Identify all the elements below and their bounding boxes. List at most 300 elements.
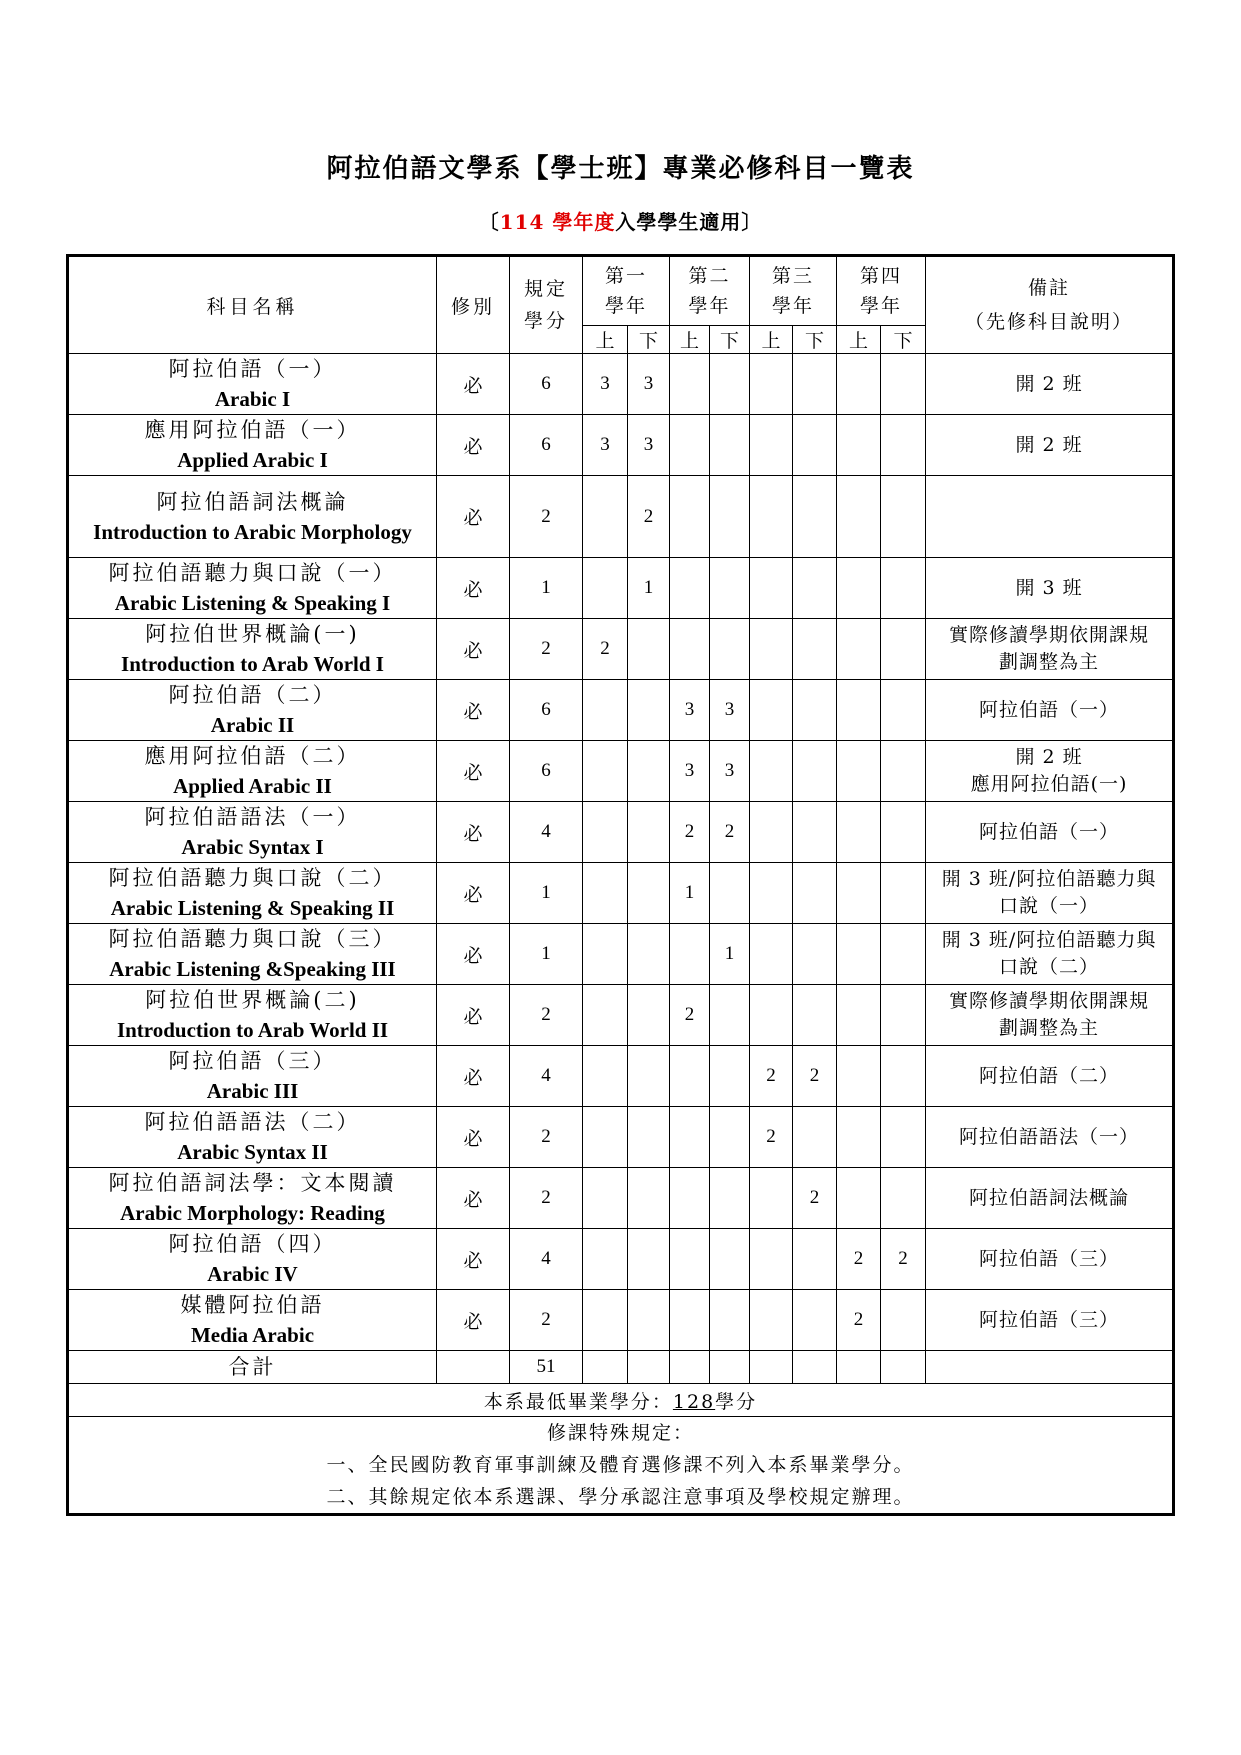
semester-credit-cell: 1 — [670, 863, 710, 924]
semester-credit-cell — [583, 1107, 628, 1168]
course-note-line: 阿拉伯語（一） — [979, 698, 1120, 721]
course-row — [68, 1168, 1174, 1229]
semester-credit-cell: 3 — [670, 741, 710, 802]
semester-credit-cell — [750, 863, 793, 924]
course-name-cell — [68, 1168, 437, 1229]
semester-credit-cell — [881, 985, 926, 1046]
course-name-zh: 阿拉伯語（二） — [168, 683, 337, 707]
semester-credit-cell — [837, 863, 881, 924]
semester-credit-cell — [750, 476, 793, 558]
semester-credit-cell — [628, 924, 670, 985]
course-name-en: Media Arabic — [190, 1323, 315, 1347]
header-row-years — [68, 256, 1174, 326]
semester-credit-cell — [793, 354, 837, 415]
course-note — [926, 802, 1174, 863]
course-row — [68, 680, 1174, 741]
semester-credit-cell — [710, 415, 750, 476]
course-credits: 1 — [510, 863, 583, 924]
graduation-prefix: 本系最低畢業學分： — [483, 1390, 673, 1413]
course-name-zh: 阿拉伯世界概論(二) — [145, 988, 360, 1012]
semester-credit-cell — [710, 558, 750, 619]
header-credits-line1: 規定 — [523, 278, 568, 300]
course-type: 必 — [437, 924, 510, 985]
semester-credit-cell — [750, 802, 793, 863]
semester-credit-cell — [881, 680, 926, 741]
graduation-row — [68, 1384, 1174, 1417]
course-credits: 4 — [510, 802, 583, 863]
semester-credit-cell — [670, 558, 710, 619]
semester-credit-cell: 2 — [837, 1229, 881, 1290]
total-note-empty — [926, 1351, 1174, 1384]
header-course-type: 修別 — [437, 256, 510, 354]
semester-credit-cell — [793, 741, 837, 802]
semester-credit-cell — [837, 1168, 881, 1229]
semester-credit-cell — [793, 680, 837, 741]
course-type: 必 — [437, 415, 510, 476]
semester-credit-cell — [628, 680, 670, 741]
semester-credit-cell — [750, 985, 793, 1046]
course-name-en: Arabic Listening &Speaking III — [109, 957, 396, 981]
semester-credit-cell: 2 — [628, 476, 670, 558]
semester-credit-cell — [881, 619, 926, 680]
rules-cell — [68, 1417, 1174, 1515]
course-note — [926, 1229, 1174, 1290]
semester-credit-cell — [583, 741, 628, 802]
course-type: 必 — [437, 1168, 510, 1229]
course-row — [68, 415, 1174, 476]
course-type: 必 — [437, 680, 510, 741]
header-sem-y3-second: 下 — [793, 326, 837, 354]
course-credits: 2 — [510, 1107, 583, 1168]
semester-credit-cell — [710, 1168, 750, 1229]
semester-credit-cell — [837, 354, 881, 415]
graduation-credits — [68, 1384, 1174, 1417]
course-table — [66, 254, 1175, 1516]
course-name-cell — [68, 1107, 437, 1168]
course-note-line: 實際修讀學期依開課規 — [949, 624, 1150, 646]
semester-credit-cell — [710, 985, 750, 1046]
semester-credit-cell — [710, 1229, 750, 1290]
course-name-en: Introduction to Arab World I — [121, 652, 384, 676]
course-credits: 6 — [510, 415, 583, 476]
course-note — [926, 924, 1174, 985]
semester-credit-cell: 2 — [793, 1046, 837, 1107]
semester-credit-cell — [670, 1107, 710, 1168]
course-row — [68, 924, 1174, 985]
semester-credit-cell — [837, 1046, 881, 1107]
header-sem-y2-second: 下 — [710, 326, 750, 354]
semester-credit-cell — [628, 619, 670, 680]
course-name-zh: 阿拉伯語語法（二） — [144, 1110, 361, 1134]
course-type: 必 — [437, 1290, 510, 1351]
course-row — [68, 1290, 1174, 1351]
course-credits: 1 — [510, 924, 583, 985]
course-note — [926, 558, 1174, 619]
semester-credit-cell — [583, 476, 628, 558]
total-credits: 51 — [510, 1351, 583, 1384]
course-note-line: 實際修讀學期依開課規 — [949, 990, 1150, 1012]
course-name-zh: 阿拉伯世界概論(一) — [145, 622, 360, 646]
semester-credit-cell — [793, 985, 837, 1046]
course-credits: 2 — [510, 476, 583, 558]
semester-credit-cell — [881, 1168, 926, 1229]
course-row — [68, 863, 1174, 924]
course-name-en: Arabic Morphology: Reading — [120, 1201, 385, 1225]
semester-credit-cell: 2 — [793, 1168, 837, 1229]
course-type: 必 — [437, 558, 510, 619]
semester-credit-cell — [583, 1229, 628, 1290]
semester-credit-cell — [670, 619, 710, 680]
graduation-suffix: 學分 — [715, 1390, 758, 1413]
subtitle-academic-year: 114 學年度 — [499, 210, 616, 234]
course-name-cell — [68, 1290, 437, 1351]
course-type: 必 — [437, 1229, 510, 1290]
header-year-2-line1: 第二 — [688, 265, 731, 287]
course-name-zh: 應用阿拉伯語（一） — [144, 418, 361, 442]
course-type: 必 — [437, 802, 510, 863]
semester-credit-cell — [710, 476, 750, 558]
header-credits — [510, 256, 583, 354]
course-note-line: 劃調整為主 — [999, 651, 1100, 673]
graduation-value: 128 — [672, 1390, 716, 1413]
total-sem-cell — [750, 1351, 793, 1384]
course-credits: 1 — [510, 558, 583, 619]
semester-credit-cell — [881, 476, 926, 558]
subtitle-open-bracket: 〔 — [478, 210, 500, 234]
semester-credit-cell — [583, 863, 628, 924]
course-note-line: 開 3 班/阿拉伯語聽力與 — [941, 868, 1157, 890]
course-note — [926, 354, 1174, 415]
semester-credit-cell: 2 — [670, 985, 710, 1046]
course-note-line: 口說（一） — [999, 895, 1100, 917]
course-type: 必 — [437, 863, 510, 924]
course-name-zh: 阿拉伯語聽力與口說（二） — [108, 866, 397, 890]
header-sem-y2-first: 上 — [670, 326, 710, 354]
semester-credit-cell — [710, 863, 750, 924]
semester-credit-cell — [793, 1107, 837, 1168]
course-note — [926, 1107, 1174, 1168]
semester-credit-cell: 3 — [583, 354, 628, 415]
semester-credit-cell — [793, 1290, 837, 1351]
course-name-zh: 阿拉伯語（四） — [168, 1232, 337, 1256]
semester-credit-cell — [881, 558, 926, 619]
course-note-line: 阿拉伯語（一） — [979, 820, 1120, 843]
semester-credit-cell: 3 — [583, 415, 628, 476]
course-note-line: 開 3 班 — [1015, 576, 1083, 599]
semester-credit-cell — [670, 354, 710, 415]
course-type: 必 — [437, 1107, 510, 1168]
course-note — [926, 985, 1174, 1046]
course-name-zh: 阿拉伯語語法（一） — [144, 805, 361, 829]
semester-credit-cell — [670, 924, 710, 985]
semester-credit-cell — [881, 1046, 926, 1107]
course-name-en: Arabic Syntax I — [181, 835, 324, 859]
semester-credit-cell — [710, 1046, 750, 1107]
course-name-zh: 阿拉伯語（一） — [168, 357, 337, 381]
course-name-zh: 阿拉伯語聽力與口說（三） — [108, 927, 397, 951]
course-row — [68, 741, 1174, 802]
course-name-cell — [68, 619, 437, 680]
course-note-line: 開 2 班 — [1015, 746, 1083, 768]
header-course-name: 科目名稱 — [68, 256, 437, 354]
semester-credit-cell — [628, 1229, 670, 1290]
course-name-en: Arabic IV — [207, 1262, 298, 1286]
course-name-en: Introduction to Arabic Morphology — [93, 519, 412, 544]
course-row — [68, 802, 1174, 863]
semester-credit-cell — [793, 415, 837, 476]
course-credits: 2 — [510, 985, 583, 1046]
semester-credit-cell — [583, 1168, 628, 1229]
course-row — [68, 1107, 1174, 1168]
semester-credit-cell: 3 — [628, 415, 670, 476]
semester-credit-cell: 2 — [583, 619, 628, 680]
course-row — [68, 476, 1174, 558]
course-name-cell — [68, 1229, 437, 1290]
semester-credit-cell — [837, 802, 881, 863]
semester-credit-cell: 2 — [881, 1229, 926, 1290]
semester-credit-cell — [837, 1107, 881, 1168]
course-credits: 4 — [510, 1046, 583, 1107]
semester-credit-cell: 3 — [670, 680, 710, 741]
semester-credit-cell — [837, 741, 881, 802]
course-name-cell — [68, 354, 437, 415]
header-sem-y3-first: 上 — [750, 326, 793, 354]
course-note-line: 開 2 班 — [1015, 372, 1083, 395]
semester-credit-cell: 3 — [710, 741, 750, 802]
course-note-line: 開 2 班 — [1015, 433, 1083, 456]
course-name-zh: 應用阿拉伯語（二） — [144, 744, 361, 768]
semester-credit-cell — [750, 924, 793, 985]
semester-credit-cell — [628, 1107, 670, 1168]
page-title: 阿拉伯語文學系【學士班】專業必修科目一覽表 — [326, 154, 915, 184]
course-name-cell — [68, 985, 437, 1046]
course-row — [68, 558, 1174, 619]
semester-credit-cell: 3 — [710, 680, 750, 741]
course-note-line: 阿拉伯語（三） — [979, 1247, 1120, 1270]
course-note — [926, 1046, 1174, 1107]
semester-credit-cell — [583, 680, 628, 741]
semester-credit-cell — [881, 863, 926, 924]
total-sem-cell — [881, 1351, 926, 1384]
course-name-en: Arabic II — [210, 713, 295, 737]
course-type: 必 — [437, 354, 510, 415]
course-type: 必 — [437, 1046, 510, 1107]
header-note-line1: 備註 — [1028, 277, 1071, 299]
semester-credit-cell — [793, 558, 837, 619]
course-credits: 4 — [510, 1229, 583, 1290]
total-sem-cell — [670, 1351, 710, 1384]
header-sem-y4-first: 上 — [837, 326, 881, 354]
course-row — [68, 619, 1174, 680]
semester-credit-cell — [881, 415, 926, 476]
semester-credit-cell: 2 — [837, 1290, 881, 1351]
course-row — [68, 354, 1174, 415]
semester-credit-cell — [837, 619, 881, 680]
header-sem-y4-second: 下 — [881, 326, 926, 354]
header-year-2 — [670, 256, 750, 326]
course-row — [68, 1046, 1174, 1107]
semester-credit-cell — [750, 558, 793, 619]
course-credits: 2 — [510, 1168, 583, 1229]
rules-row — [68, 1417, 1174, 1515]
course-type: 必 — [437, 619, 510, 680]
total-type-empty — [437, 1351, 510, 1384]
semester-credit-cell — [881, 741, 926, 802]
semester-credit-cell — [793, 476, 837, 558]
course-note — [926, 1290, 1174, 1351]
header-year-4-line2: 學年 — [860, 295, 903, 317]
semester-credit-cell — [628, 1168, 670, 1229]
semester-credit-cell — [793, 863, 837, 924]
total-sem-cell — [837, 1351, 881, 1384]
semester-credit-cell — [750, 415, 793, 476]
semester-credit-cell — [837, 476, 881, 558]
semester-credit-cell — [670, 1168, 710, 1229]
course-row — [68, 985, 1174, 1046]
course-table-body — [68, 256, 1174, 1515]
course-note-line: 應用阿拉伯語(一) — [970, 773, 1128, 795]
semester-credit-cell — [881, 354, 926, 415]
course-name-en: Arabic Syntax II — [177, 1140, 328, 1164]
subtitle-applicability: 入學學生適用 — [615, 210, 742, 234]
semester-credit-cell — [670, 1046, 710, 1107]
course-note-line: 阿拉伯語詞法概論 — [969, 1186, 1130, 1209]
total-sem-cell — [710, 1351, 750, 1384]
course-name-cell — [68, 741, 437, 802]
total-sem-cell — [628, 1351, 670, 1384]
course-note — [926, 619, 1174, 680]
course-name-cell — [68, 680, 437, 741]
rules-heading: 修課特殊規定： — [547, 1422, 695, 1444]
semester-credit-cell — [710, 1290, 750, 1351]
course-name-zh: 阿拉伯語聽力與口說（一） — [108, 561, 397, 585]
course-type: 必 — [437, 985, 510, 1046]
semester-credit-cell — [881, 924, 926, 985]
course-credits: 6 — [510, 741, 583, 802]
course-name-zh: 阿拉伯語詞法學：文本閱讀 — [108, 1171, 397, 1195]
semester-credit-cell — [750, 1290, 793, 1351]
semester-credit-cell: 3 — [628, 354, 670, 415]
semester-credit-cell — [837, 558, 881, 619]
semester-credit-cell — [837, 985, 881, 1046]
course-name-zh: 媒體阿拉伯語 — [180, 1293, 325, 1317]
semester-credit-cell — [793, 802, 837, 863]
course-credits: 2 — [510, 1290, 583, 1351]
semester-credit-cell — [670, 1229, 710, 1290]
page-subtitle — [0, 206, 1241, 235]
semester-credit-cell — [710, 1107, 750, 1168]
semester-credit-cell — [670, 415, 710, 476]
semester-credit-cell — [628, 985, 670, 1046]
semester-credit-cell — [837, 924, 881, 985]
course-note-line: 開 3 班/阿拉伯語聽力與 — [941, 929, 1157, 951]
course-name-cell — [68, 802, 437, 863]
semester-credit-cell — [793, 924, 837, 985]
semester-credit-cell — [583, 985, 628, 1046]
semester-credit-cell — [750, 354, 793, 415]
semester-credit-cell — [881, 1290, 926, 1351]
semester-credit-cell — [837, 415, 881, 476]
semester-credit-cell — [837, 680, 881, 741]
semester-credit-cell — [881, 1107, 926, 1168]
course-note — [926, 476, 1174, 558]
semester-credit-cell: 1 — [710, 924, 750, 985]
course-type: 必 — [437, 741, 510, 802]
header-note — [926, 256, 1174, 354]
course-note-line: 阿拉伯語語法（一） — [959, 1125, 1140, 1148]
course-name-en: Arabic III — [206, 1079, 299, 1103]
course-name-cell — [68, 415, 437, 476]
semester-credit-cell — [628, 741, 670, 802]
semester-credit-cell — [670, 1290, 710, 1351]
semester-credit-cell — [583, 558, 628, 619]
semester-credit-cell — [750, 680, 793, 741]
header-sem-y1-second: 下 — [628, 326, 670, 354]
semester-credit-cell — [583, 924, 628, 985]
semester-credit-cell — [628, 802, 670, 863]
total-label: 合計 — [68, 1351, 437, 1384]
course-note — [926, 1168, 1174, 1229]
semester-credit-cell — [881, 802, 926, 863]
course-name-zh: 阿拉伯語詞法概論 — [156, 489, 349, 514]
semester-credit-cell — [793, 1229, 837, 1290]
header-year-3-line2: 學年 — [772, 295, 815, 317]
semester-credit-cell: 2 — [750, 1046, 793, 1107]
course-note-line: 口說（二） — [999, 956, 1100, 978]
course-name-zh: 阿拉伯語（三） — [168, 1049, 337, 1073]
course-name-en: Arabic I — [214, 387, 291, 411]
header-year-1-line1: 第一 — [605, 265, 648, 287]
header-year-4 — [837, 256, 926, 326]
course-type: 必 — [437, 476, 510, 558]
course-name-en: Arabic Listening & Speaking I — [114, 591, 391, 615]
course-credits: 2 — [510, 619, 583, 680]
course-name-en: Arabic Listening & Speaking II — [110, 896, 395, 920]
semester-credit-cell — [628, 1290, 670, 1351]
course-name-cell — [68, 558, 437, 619]
header-year-3-line1: 第三 — [772, 265, 815, 287]
rules-item-1: 一、全民國防教育軍事訓練及體育選修課不列入本系畢業學分。 — [326, 1454, 915, 1476]
semester-credit-cell — [750, 1168, 793, 1229]
semester-credit-cell — [583, 1046, 628, 1107]
course-name-cell — [68, 863, 437, 924]
semester-credit-cell — [670, 476, 710, 558]
course-name-cell — [68, 924, 437, 985]
semester-credit-cell: 2 — [710, 802, 750, 863]
header-year-1-line2: 學年 — [605, 295, 648, 317]
header-note-line2: （先修科目說明） — [965, 311, 1134, 333]
course-table-wrapper — [66, 254, 1172, 1516]
course-note-line: 阿拉伯語（二） — [979, 1064, 1120, 1087]
header-year-1 — [583, 256, 670, 326]
total-sem-cell — [583, 1351, 628, 1384]
course-row — [68, 1229, 1174, 1290]
semester-credit-cell: 2 — [750, 1107, 793, 1168]
course-note-line: 阿拉伯語（三） — [979, 1308, 1120, 1331]
course-note — [926, 680, 1174, 741]
total-sem-cell — [793, 1351, 837, 1384]
header-year-4-line1: 第四 — [860, 265, 903, 287]
semester-credit-cell: 1 — [628, 558, 670, 619]
course-name-en: Applied Arabic II — [173, 774, 332, 798]
semester-credit-cell — [750, 619, 793, 680]
semester-credit-cell — [583, 1290, 628, 1351]
course-note-line: 劃調整為主 — [999, 1017, 1100, 1039]
course-credits: 6 — [510, 680, 583, 741]
semester-credit-cell — [583, 802, 628, 863]
course-name-en: Introduction to Arab World II — [116, 1018, 389, 1042]
course-note — [926, 863, 1174, 924]
